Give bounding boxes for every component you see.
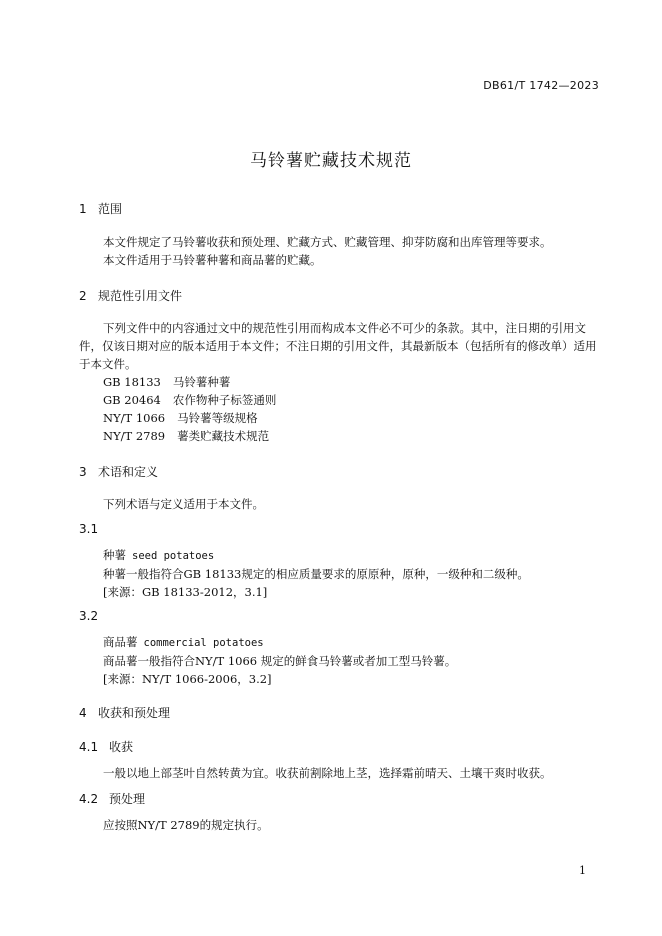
section-title: 收获和预处理	[98, 706, 171, 720]
term-source: [来源：NY/T 1066-2006，3.2]	[103, 672, 272, 686]
term-definition: 种薯一般指符合GB 18133规定的相应质量要求的原原种，原种，一级种和二级种。	[103, 567, 529, 581]
reference-item	[103, 409, 258, 427]
section-title: 范围	[98, 202, 123, 216]
reference-name: 薯类贮藏技术规范	[177, 429, 270, 443]
section-number: 2	[79, 289, 87, 303]
term-definition: 商品薯一般指符合NY/T 1066 规定的鲜食马铃薯或者加工型马铃薯。	[103, 654, 457, 668]
reference-code: NY/T 2789	[103, 429, 166, 443]
section-3-intro: 下列术语与定义适用于本文件。	[103, 497, 264, 511]
reference-name: 农作物种子标签通则	[172, 393, 277, 407]
term-heading	[103, 634, 264, 650]
section-1-paragraph-2: 本文件适用于马铃薯种薯和商品薯的贮藏。	[103, 253, 322, 267]
section-2-heading	[79, 287, 182, 304]
page-number: 1	[579, 864, 586, 877]
standard-number: DB61/T 1742—2023	[483, 79, 599, 92]
section-title: 术语和定义	[98, 465, 159, 479]
reference-item	[103, 373, 230, 391]
subsection-title: 收获	[109, 740, 134, 754]
subsection-title: 预处理	[109, 792, 146, 806]
term-english: commercial potatoes	[143, 637, 264, 649]
term-chinese: 种薯	[103, 548, 126, 562]
reference-item	[103, 391, 276, 409]
subsection-number: 4.1	[79, 740, 99, 754]
reference-code: NY/T 1066	[103, 411, 166, 425]
reference-name: 马铃薯等级规格	[177, 411, 258, 425]
term-number: 3.2	[79, 609, 99, 623]
section-number: 3	[79, 465, 87, 479]
section-number: 1	[79, 202, 87, 216]
reference-name: 马铃薯种薯	[172, 375, 231, 389]
subsection-4-2-heading	[79, 790, 145, 807]
term-english: seed potatoes	[132, 550, 215, 562]
document-title: 马铃薯贮藏技术规范	[250, 151, 412, 171]
subsection-4-1-heading	[79, 738, 133, 755]
section-4-heading	[79, 704, 170, 721]
reference-code: GB 20464	[103, 393, 161, 407]
term-chinese: 商品薯	[103, 635, 138, 649]
term-heading	[103, 547, 214, 563]
section-1-paragraph-1: 本文件规定了马铃薯收获和预处理、贮藏方式、贮藏管理、抑芽防腐和出库管理等要求。	[103, 235, 552, 249]
term-source: [来源：GB 18133-2012，3.1]	[103, 585, 268, 599]
reference-item	[103, 427, 269, 445]
section-title: 规范性引用文件	[98, 289, 183, 303]
section-number: 4	[79, 706, 87, 720]
subsection-4-2-text: 应按照NY/T 2789的规定执行。	[103, 818, 269, 832]
section-3-heading	[79, 463, 158, 480]
reference-code: GB 18133	[103, 375, 161, 389]
section-2-intro-paragraph: 下列文件中的内容通过文中的规范性引用而构成本文件必不可少的条款。其中，注日期的引用文件，仅该日期对应的版本适用于本文件；不注日期的引用文件，其最新版本（包括所有的修改单）适用于本文件。	[79, 321, 597, 371]
term-number: 3.1	[79, 522, 99, 536]
subsection-number: 4.2	[79, 792, 99, 806]
section-1-heading	[79, 200, 122, 217]
subsection-4-1-text: 一般以地上部茎叶自然转黄为宜。收获前割除地上茎，选择霜前晴天、土壤干爽时收获。	[103, 766, 552, 780]
